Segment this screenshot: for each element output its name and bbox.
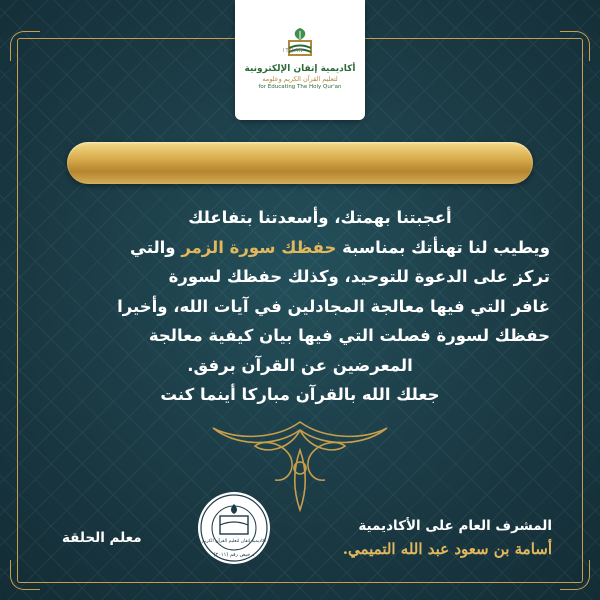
message-line: تركز على الدعوة للتوحيد، وكذلك حفظك لسورة <box>168 267 550 286</box>
logo-arabic-subtitle: لتعليم القرآن الكريم وعلومه <box>262 75 338 83</box>
surah-highlight: حفظك سورة الزمر <box>181 237 337 257</box>
congratulation-message <box>50 203 550 410</box>
logo-arabic-name: أكاديمية إتقان الإلكترونية <box>244 64 356 74</box>
message-text: ويطيب لنا تهنأتك بمناسبة <box>336 237 550 257</box>
message-line: أعجبتنا بهمتك، وأسعدتنا بتفاعلك <box>188 208 452 227</box>
logo-english-name: for Educating The Holy Qur'an <box>258 84 342 90</box>
message-line: غافر التي فيها معالجة المجادلين في آيات الله، وأخيرا <box>117 296 550 316</box>
seal-ring-text: أكاديمية إتقان لتعليم القرآن الكريم <box>201 539 267 544</box>
message-line: حفظك لسورة فصلت التي فيها بيان كيفية معالجة <box>148 326 550 345</box>
teacher-label: معلم الحلقة <box>62 530 142 546</box>
book-leaf-logo-icon <box>280 22 320 62</box>
frame-corner <box>10 560 40 590</box>
message-line: المعرضين عن القرآن برفق. <box>187 355 413 375</box>
academy-seal-icon <box>196 490 272 566</box>
supervisor-signature <box>343 518 552 558</box>
frame-corner <box>560 560 590 590</box>
message-text: والتي <box>130 237 182 257</box>
seal-license-text: ترخيص رقم (٢٠١١) <box>213 552 255 558</box>
logo-tag: ITQAN <box>283 48 304 54</box>
gold-banner <box>67 142 533 184</box>
frame-corner <box>560 31 590 61</box>
supervisor-name: أسامة بن سعود عبد الله التميمي. <box>342 540 552 558</box>
academy-logo <box>235 0 365 120</box>
frame-corner <box>10 31 40 61</box>
message-line <box>50 233 550 263</box>
message-line: جعلك الله بالقرآن مباركا أينما كنت <box>160 385 440 404</box>
supervisor-title: المشرف العام على الأكاديمية <box>358 518 552 534</box>
